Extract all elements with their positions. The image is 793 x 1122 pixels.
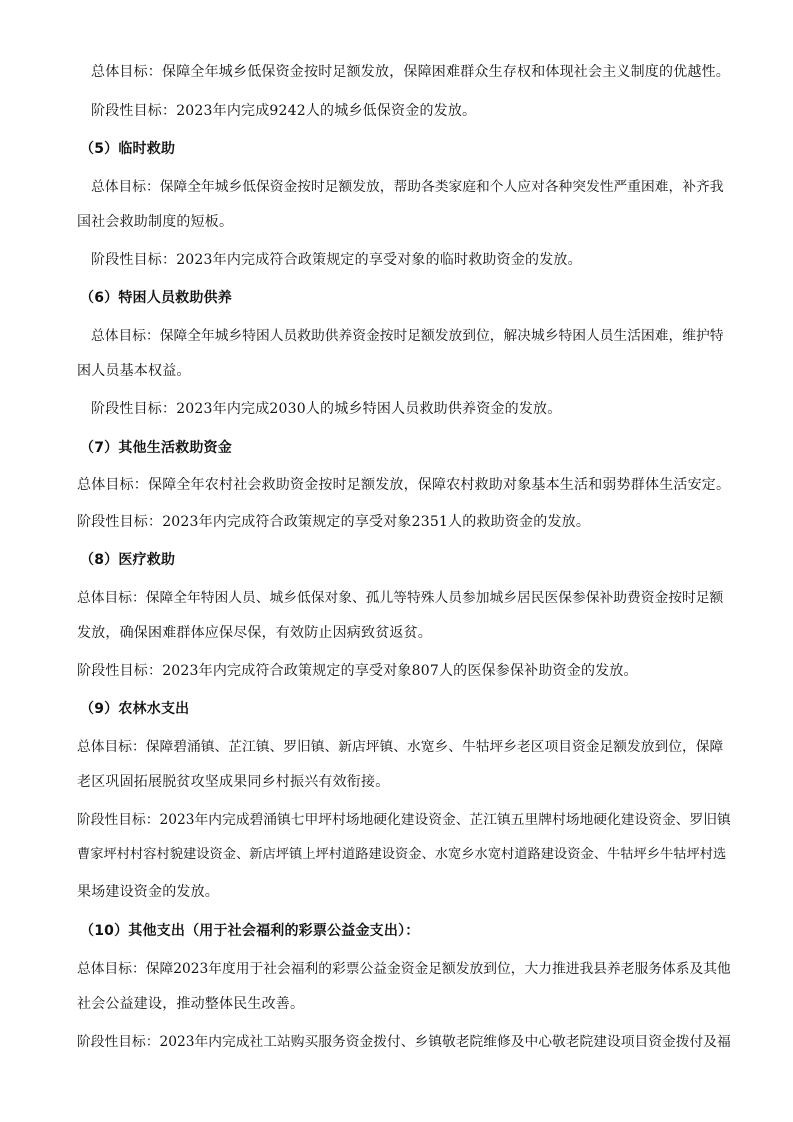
heading-welfare-lottery-expenditure: （10）其他支出（用于社会福利的彩票公益金支出）： xyxy=(80,923,420,939)
paragraph-stage-goal-medical: 阶段性目标：2023年内完成符合政策规定的享受对象807人的医保参保补助资金的发放。 xyxy=(77,663,638,679)
paragraph-overall-goal-agriculture-line2: 老区巩固拓展脱贫攻坚成果同乡村振兴有效衔接。 xyxy=(77,774,390,790)
heading-other-living-assistance: （7）其他生活救助资金 xyxy=(80,440,232,456)
heading-temporary-assistance: （5）临时救助 xyxy=(80,141,176,157)
paragraph-stage-goal-subsistence: 阶段性目标：2023年内完成9242人的城乡低保资金的发放。 xyxy=(91,103,477,119)
paragraph-overall-goal-special-line1: 总体目标：保障全年城乡特困人员救助供养资金按时足额发放到位，解决城乡特困人员生活困难，维护特 xyxy=(91,328,724,344)
paragraph-stage-goal-agriculture-line2: 曹家坪村村容村貌建设资金、新店坪镇上坪村道路建设资金、水宽乡水宽村道路建设资金、牛牯坪乡牛牯坪村选 xyxy=(77,847,727,862)
paragraph-stage-goal-agriculture-line3: 果场建设资金的发放。 xyxy=(77,884,219,900)
paragraph-overall-goal-agriculture-line1: 总体目标：保障碧涌镇、芷江镇、罗旧镇、新店坪镇、水宽乡、牛牯坪乡老区项目资金足额发放到位，保障 xyxy=(77,739,724,755)
paragraph-overall-goal-temporary-line1: 总体目标：保障全年城乡低保资金按时足额发放，帮助各类家庭和个人应对各种突发性严重困难，补齐我 xyxy=(91,179,724,195)
paragraph-overall-goal-lottery-line2: 社会公益建设，推动整体民生改善。 xyxy=(77,996,305,1012)
paragraph-overall-goal-temporary-line2: 国社会救助制度的短板。 xyxy=(77,214,234,230)
paragraph-overall-goal-lottery-line1: 总体目标：保障2023年度用于社会福利的彩票公益金资金足额发放到位，大力推进我县养老服务体系及其他 xyxy=(77,961,731,977)
heading-agriculture-forestry-water: （9）农林水支出 xyxy=(80,701,190,717)
paragraph-stage-goal-special: 阶段性目标：2023年内完成2030人的城乡特困人员救助供养资金的发放。 xyxy=(91,401,562,417)
paragraph-stage-goal-temporary: 阶段性目标：2023年内完成符合政策规定的享受对象的临时救助资金的发放。 xyxy=(91,252,582,268)
paragraph-stage-goal-agriculture-line1: 阶段性目标：2023年内完成碧涌镇七甲坪村场地硬化建设资金、芷江镇五里牌村场地硬化建设资金、罗旧镇 xyxy=(77,812,731,828)
paragraph-stage-goal-other-living: 阶段性目标：2023年内完成符合政策规定的享受对象2351人的救助资金的发放。 xyxy=(77,514,591,530)
paragraph-overall-goal-subsistence: 总体目标：保障全年城乡低保资金按时足额发放，保障困难群众生存权和体现社会主义制度的优越性。 xyxy=(91,64,730,80)
paragraph-overall-goal-medical-line1: 总体目标：保障全年特困人员、城乡低保对象、孤儿等特殊人员参加城乡居民医保参保补助费资金按时足额 xyxy=(77,590,724,606)
paragraph-overall-goal-special-line2: 困人员基本权益。 xyxy=(77,363,191,379)
paragraph-overall-goal-medical-line2: 发放，确保困难群体应保尽保，有效防止因病致贫返贫。 xyxy=(77,625,432,641)
paragraph-overall-goal-other-living: 总体目标：保障全年农村社会救助资金按时足额发放，保障农村救助对象基本生活和弱势群体生活安定。 xyxy=(77,477,731,493)
heading-medical-assistance: （8）医疗救助 xyxy=(80,552,176,568)
heading-special-hardship: （6）特困人员救助供养 xyxy=(80,290,232,306)
paragraph-stage-goal-lottery-line1: 阶段性目标：2023年内完成社工站购买服务资金拨付、乡镇敬老院维修及中心敬老院建设项目资金拨付及福 xyxy=(77,1034,731,1050)
